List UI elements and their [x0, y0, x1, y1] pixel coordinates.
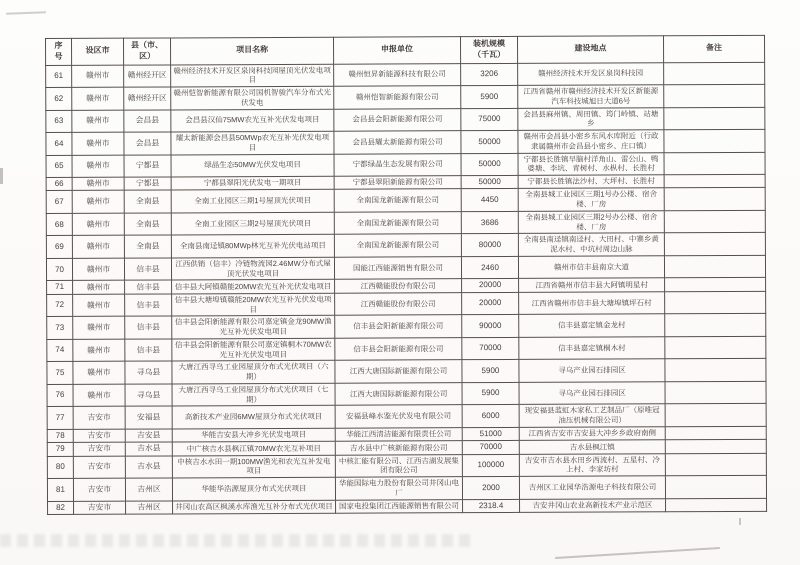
- table-row: [46, 188, 765, 214]
- cell-location: 全南县城工业园区三期1号办公楼、宿舍楼、厂房: [518, 188, 664, 211]
- cell-location: 吉安市吉水县水田乡西流村、五星村、冷上村、李家坊村: [519, 453, 665, 476]
- cell-county: 信丰县: [125, 316, 172, 339]
- cell-location: 吉州区工业园华浩源电子科技有限公司: [519, 476, 665, 499]
- cell-project-name: 中广核吉水县枫江镇70MW农光互补项目: [172, 442, 335, 456]
- cell-applicant: 江西大唐国际新能源有限公司: [335, 360, 462, 383]
- cell-city: 赣州市: [72, 87, 124, 110]
- cell-project-name: 大唐江西寻乌工业园屋顶分布式光伏项目（六期）: [172, 361, 335, 384]
- cell-project-name: 赣州恺智新能源有限公司国机智骏汽车分布式光伏发电: [171, 86, 334, 109]
- cell-location: 赣州经济技术开发区泉岗科技园: [518, 62, 664, 85]
- table-row: [46, 107, 765, 133]
- cell-project-name: 耀太新能源会昌县50MWp农光互补光伏发电项目: [171, 131, 334, 154]
- cell-remarks: [665, 476, 766, 499]
- cell-no: 78: [47, 429, 73, 443]
- cell-applicant: 安福县峰水鉴光伏发电有限公司: [335, 405, 462, 428]
- scan-artifact-diagonal-line: [555, 547, 720, 559]
- col-header-no: 序号: [46, 38, 72, 65]
- table-header-row: [46, 35, 765, 65]
- cell-capacity: 2460: [461, 256, 518, 279]
- cell-city: 赣州市: [72, 65, 124, 88]
- cell-applicant: 江西赣能股份有限公司: [335, 279, 462, 293]
- cell-no: 64: [46, 132, 72, 155]
- cell-applicant: 信丰县会阳新能源有限公司: [335, 338, 462, 361]
- cell-applicant: 全南国龙新能源有限公司: [334, 234, 461, 257]
- cell-project-name: 全南工业园区三期2号屋顶光伏项目: [171, 212, 334, 235]
- cell-remarks: [665, 426, 766, 440]
- cell-applicant: 会昌县耀太新能源有限公司: [334, 131, 461, 154]
- table-row: [47, 476, 766, 502]
- cell-location: 现安福县蓝虹木家私工艺制品厂（原唯冠油压机械有限公司）: [519, 404, 665, 427]
- cell-remarks: [665, 404, 766, 427]
- cell-applicant: 宁都县翠阳新能源有限公司: [334, 176, 461, 190]
- cell-project-name: 大唐江西寻乌工业园屋顶分布式光伏项目（七期）: [172, 383, 335, 406]
- cell-applicant: 信丰县会阳新能源有限公司: [335, 315, 462, 338]
- cell-capacity: 5900: [462, 360, 519, 383]
- cell-capacity: 70000: [462, 337, 519, 360]
- cell-location: 信丰县嘉定镇桐木村: [519, 337, 665, 360]
- cell-no: 80: [47, 456, 73, 479]
- cell-remarks: [665, 336, 766, 359]
- cell-remarks: [665, 453, 766, 476]
- cell-remarks: [664, 62, 765, 85]
- cell-location: 寻乌产业园石排园区: [519, 359, 665, 382]
- cell-project-name: 会昌县汉仙75MW农光互补光伏发电项目: [171, 109, 334, 132]
- cell-no: 66: [46, 177, 72, 191]
- cell-location: 吉安井冈山农业高新技术产业示范区: [520, 498, 666, 512]
- cell-county: 会昌县: [124, 132, 171, 155]
- cell-applicant: 江西大唐国际新能源有限公司: [335, 383, 462, 406]
- cell-location: 赣州市信丰县南京大道: [518, 256, 664, 279]
- cell-remarks: [664, 84, 765, 107]
- cell-project-name: 全南工业园区三期1号屋顶光伏项目: [171, 190, 334, 213]
- cell-no: 63: [46, 110, 72, 133]
- cell-city: 吉安市: [73, 442, 125, 456]
- cell-county: 寻乌县: [125, 361, 172, 384]
- cell-project-name: 宁都县翠阳光伏发电一期项目: [171, 176, 334, 190]
- cell-project-name: 信丰县会阳新能源有限公司嘉定镇金龙90MW渔光互补光伏发电项目: [172, 316, 335, 339]
- cell-capacity: 4450: [461, 189, 518, 212]
- table-row: [47, 381, 766, 407]
- cell-project-name: 高新技术产业园6MW屋顶分布式光伏项目: [172, 406, 335, 429]
- cell-no: 68: [46, 213, 72, 236]
- cell-city: 赣州市: [72, 155, 124, 178]
- cell-capacity: 50000: [461, 153, 518, 176]
- cell-capacity: 50000: [461, 176, 518, 190]
- cell-location: 江西省吉安市吉安县大冲乡乡政府南侧: [519, 427, 665, 441]
- cell-city: 赣州市: [72, 110, 124, 133]
- cell-location: 全南县城工业园区三期2号办公楼、宿舍楼、厂房: [518, 211, 664, 234]
- cell-location: 江西省赣州市信丰县大阿镇明星村: [519, 278, 665, 292]
- cell-county: 吉水县: [125, 442, 172, 456]
- cell-county: 全南县: [124, 190, 171, 213]
- cell-city: 吉安市: [74, 501, 126, 515]
- table-row: [46, 255, 765, 281]
- cell-applicant: 江西赣能股份有限公司: [335, 293, 462, 316]
- table-row: [48, 498, 767, 515]
- cell-county: 寻乌县: [125, 384, 172, 407]
- cell-capacity: 5900: [461, 86, 518, 109]
- cell-no: 65: [46, 155, 72, 178]
- cell-county: 赣州经开区: [124, 65, 171, 88]
- cell-county: 信丰县: [125, 280, 172, 294]
- cell-city: 赣州市: [73, 384, 125, 407]
- table-row: [46, 129, 765, 155]
- cell-remarks: [665, 359, 766, 382]
- cell-applicant: 国家电投集团江西能源销售有限公司: [336, 499, 463, 513]
- cell-applicant: 会昌县会阳新能源有限公司: [334, 108, 461, 131]
- cell-city: 赣州市: [72, 258, 124, 281]
- cell-capacity: 50000: [461, 131, 518, 154]
- cell-city: 赣州市: [72, 213, 124, 236]
- table-row: [47, 453, 766, 479]
- cell-no: 67: [46, 191, 72, 214]
- cell-no: 81: [47, 479, 73, 502]
- cell-remarks: [665, 314, 766, 337]
- cell-county: 吉州区: [126, 501, 173, 515]
- pv-projects-table: [45, 35, 767, 515]
- cell-city: 赣州市: [73, 339, 125, 362]
- table-row: [46, 152, 765, 178]
- cell-county: 全南县: [124, 235, 171, 258]
- cell-no: 74: [47, 339, 73, 362]
- scan-artifact-small-mark: [739, 518, 741, 525]
- cell-remarks: [666, 498, 767, 512]
- cell-no: 72: [47, 294, 73, 317]
- cell-project-name: 华能华浩源屋顶分布式光伏项目: [172, 477, 335, 500]
- cell-city: 赣州市: [72, 132, 124, 155]
- cell-capacity: 51000: [462, 427, 519, 441]
- cell-no: 62: [46, 87, 72, 110]
- cell-applicant: 中核汇能有限公司、江西吉湖发展集团有限公司: [335, 454, 462, 477]
- cell-county: 信丰县: [125, 339, 172, 362]
- cell-county: 全南县: [124, 213, 171, 236]
- cell-capacity: 3206: [461, 63, 518, 86]
- cell-applicant: 赣州恒昇新能源科技有限公司: [334, 63, 461, 86]
- cell-no: 70: [46, 258, 72, 281]
- cell-capacity: 2318.4: [463, 499, 520, 513]
- cell-applicant: 国能江西能源销售有限公司: [334, 257, 461, 280]
- cell-remarks: [664, 210, 765, 233]
- cell-project-name: 信丰县大塘埠镇赣能20MW农光互补光伏发电项目: [172, 293, 335, 316]
- col-header-project-name: 项目名称: [171, 37, 334, 64]
- cell-applicant: 赣州恺智新能源有限公司: [334, 86, 461, 109]
- cell-city: 赣州市: [72, 236, 124, 259]
- cell-remarks: [665, 278, 766, 292]
- cell-location: 吉水县枫江镇: [519, 440, 665, 454]
- col-header-location: 建设地点: [517, 36, 663, 63]
- cell-county: 信丰县: [125, 294, 172, 317]
- table-body: [46, 62, 767, 515]
- cell-location: 寻乌产业园石排园区: [519, 382, 665, 405]
- cell-capacity: 80000: [461, 234, 518, 257]
- cell-capacity: 20000: [462, 279, 519, 293]
- table-row: [46, 62, 765, 88]
- table-row: [47, 336, 766, 362]
- cell-city: 吉安市: [73, 429, 125, 443]
- cell-county: 赣州经开区: [124, 87, 171, 110]
- cell-project-name: 赣州经济技术开发区泉岗科技园屋顶光伏发电项目: [171, 64, 334, 87]
- cell-remarks: [664, 255, 765, 278]
- cell-no: 82: [48, 501, 74, 515]
- cell-project-name: 井冈山农高区枫溪水库渔光互补分布式光伏项目: [173, 500, 336, 514]
- cell-project-name: 中核吉水水田一期100MW渔光和农光互补发电项目: [172, 455, 335, 478]
- cell-remarks: [664, 152, 765, 175]
- cell-county: 宁都县: [124, 155, 171, 178]
- cell-remarks: [664, 174, 765, 188]
- cell-remarks: [665, 440, 766, 454]
- cell-no: 75: [47, 362, 73, 385]
- cell-location: 信丰县嘉定镇金龙村: [519, 314, 665, 337]
- projects-table-container: [45, 35, 766, 515]
- cell-county: 信丰县: [124, 258, 171, 281]
- cell-location: 宁都县长胜镇法沙村、大坪村、长胜村: [518, 175, 664, 189]
- table-row: [46, 233, 765, 259]
- cell-city: 吉安市: [73, 407, 125, 430]
- cell-applicant: 华能国际电力股份有限公司井冈山电厂: [335, 477, 462, 500]
- cell-applicant: 宁都绿晶生态发展有限公司: [334, 153, 461, 176]
- cell-no: 73: [47, 317, 73, 340]
- cell-city: 赣州市: [73, 281, 125, 295]
- cell-remarks: [664, 233, 765, 256]
- cell-remarks: [665, 381, 766, 404]
- cell-capacity: 100000: [462, 454, 519, 477]
- cell-applicant: 吉水县中广核新能源有限公司: [335, 441, 462, 455]
- cell-capacity: 90000: [462, 315, 519, 338]
- cell-county: 安福县: [125, 406, 172, 429]
- cell-city: 赣州市: [73, 317, 125, 340]
- cell-remarks: [664, 129, 765, 152]
- cell-applicant: 全南国龙新能源有限公司: [334, 212, 461, 235]
- table-row: [47, 404, 766, 430]
- cell-capacity: 5900: [462, 382, 519, 405]
- cell-remarks: [664, 188, 765, 211]
- cell-no: 61: [46, 65, 72, 88]
- cell-location: 江西省赣州市信丰县大塘埠镇坪石村: [519, 292, 665, 315]
- cell-no: 71: [47, 281, 73, 295]
- table-row: [46, 210, 765, 236]
- cell-no: 76: [47, 384, 73, 407]
- col-header-city: 设区市: [72, 38, 124, 65]
- col-header-remarks: 备注: [663, 35, 764, 62]
- cell-city: 吉安市: [73, 456, 125, 479]
- cell-city: 吉安市: [73, 478, 125, 501]
- cell-capacity: 70000: [462, 441, 519, 455]
- cell-project-name: 全南县南迳镇80MWp林光互补光伏电站项目: [171, 235, 334, 258]
- cell-project-name: 绿晶生态50MW光伏发电项目: [171, 154, 334, 177]
- cell-project-name: 江西供销（信丰）冷链物流园2.46MW分布式屋顶光伏发电项目: [171, 257, 334, 280]
- cell-project-name: 华能吉安县大冲乡光伏发电项目: [172, 428, 335, 442]
- cell-project-name: 信丰县大阿镇赣能20MW农光互补光伏发电项目: [172, 280, 335, 294]
- cell-no: 79: [47, 443, 73, 457]
- cell-location: 全南县南迳镇南迳村、大田村、中寨乡黄泥水村、中坑村周边山脉: [518, 233, 664, 256]
- table-row: [46, 84, 765, 110]
- cell-county: 宁都县: [124, 177, 171, 191]
- cell-location: 会昌县麻州镇、周田镇、筠门岭镇、站塘乡: [518, 107, 664, 130]
- scan-artifact-top-line: [6, 11, 46, 14]
- cell-applicant: 全南国龙新能源有限公司: [334, 189, 461, 212]
- cell-location: 赣州市会昌县小密乡东风水库附近（行政隶属赣州市会昌县小密乡、庄口镇）: [518, 130, 664, 153]
- col-header-applicant: 申报单位: [333, 37, 460, 64]
- cell-remarks: [665, 291, 766, 314]
- cell-capacity: 75000: [461, 108, 518, 131]
- cell-capacity: 3686: [461, 211, 518, 234]
- col-header-county: 县（市、区）: [124, 38, 171, 65]
- cell-county: 吉州区: [125, 478, 172, 501]
- cell-city: 赣州市: [73, 294, 125, 317]
- col-header-capacity: 装机规模（千瓦）: [460, 36, 517, 63]
- cell-city: 赣州市: [73, 362, 125, 385]
- cell-city: 赣州市: [72, 191, 124, 214]
- table-row: [47, 291, 766, 317]
- cell-project-name: 信丰县会阳新能源有限公司嘉定镇桐木70MW农光互补光伏发电项目: [172, 338, 335, 361]
- cell-county: 吉水县: [125, 456, 172, 479]
- cell-location: 宁都县长胜镇早脑村洋角山、雷公山、鸭婆塘、李坑、青树村、水枞村、长胜村: [518, 152, 664, 175]
- cell-county: 吉安县: [125, 429, 172, 443]
- table-header: [46, 35, 765, 65]
- table-row: [47, 314, 766, 340]
- cell-no: 77: [47, 407, 73, 430]
- cell-no: 69: [46, 236, 72, 259]
- cell-remarks: [664, 107, 765, 130]
- cell-capacity: 2000: [462, 477, 519, 500]
- cell-applicant: 华能江西清洁能源有限责任公司: [335, 428, 462, 442]
- scan-artifact-left-tick: [0, 168, 3, 184]
- cell-city: 赣州市: [72, 177, 124, 191]
- scan-artifact-bleedthrough-text: [0, 534, 470, 547]
- cell-location: 江西省赣州市赣州经济技术开发区新能源汽车科技城旭日大道6号: [518, 85, 664, 108]
- cell-capacity: 6000: [462, 405, 519, 428]
- cell-county: 会昌县: [124, 110, 171, 133]
- table-row: [47, 359, 766, 385]
- cell-capacity: 20000: [462, 292, 519, 315]
